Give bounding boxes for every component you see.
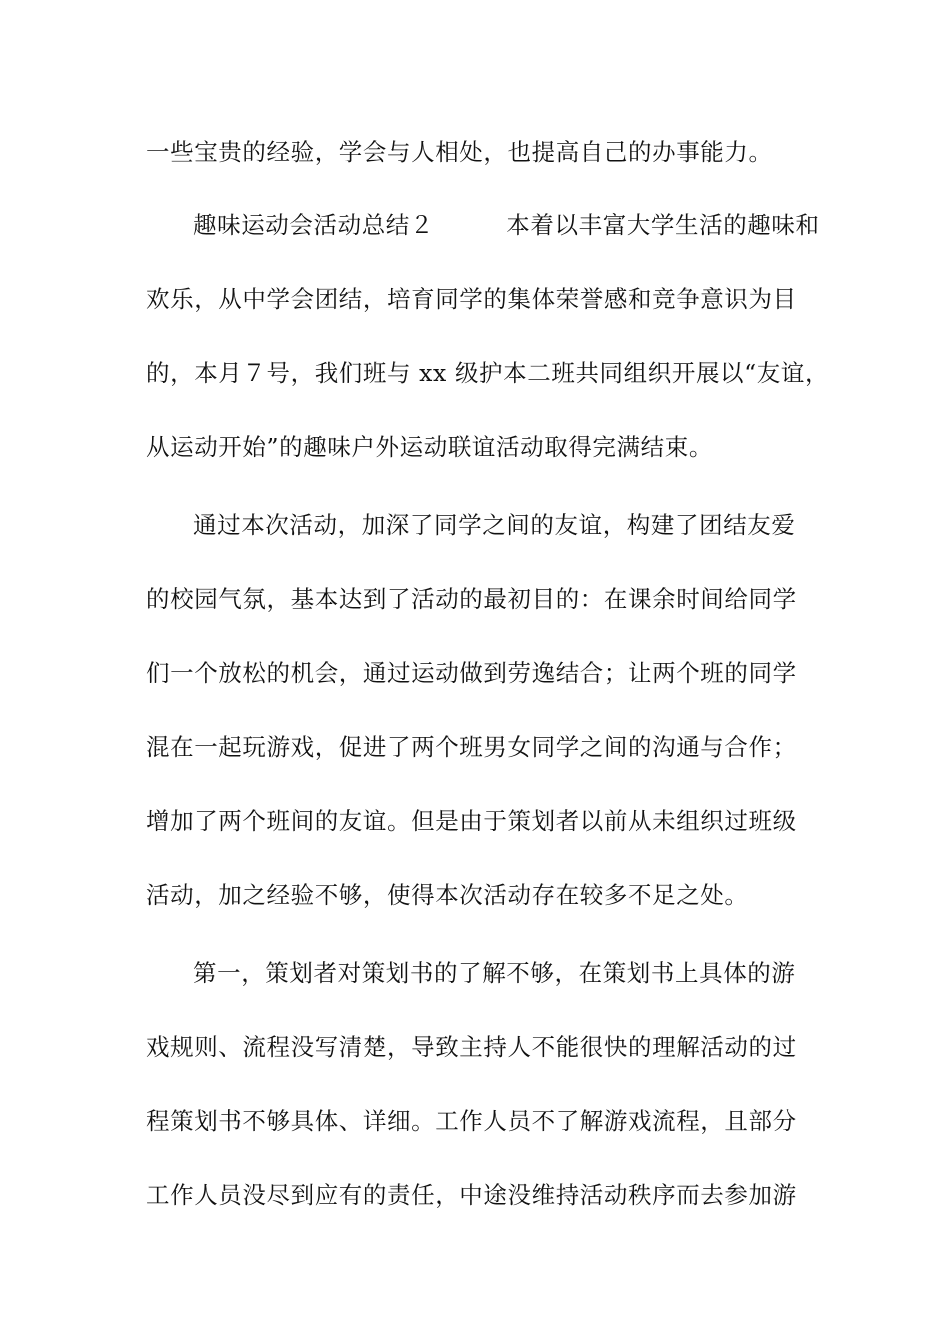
paragraph-line-6: 通过本次活动，加深了同学之间的友谊，构建了团结友爱 xyxy=(193,511,796,539)
paragraph-line-14: 程策划书不够具体、详细。工作人员不了解游戏流程，且部分 xyxy=(146,1107,797,1135)
paragraph-line-4: 的，本月７号，我们班与 xx 级护本二班共同组织开展以“友谊， xyxy=(146,359,830,387)
paragraph-line-5: 从运动开始”的趣味户外运动联谊活动取得完满结束。 xyxy=(146,433,713,461)
paragraph-line-15: 工作人员没尽到应有的责任，中途没维持活动秩序而去参加游 xyxy=(146,1181,797,1209)
section-heading-line: 趣味运动会活动总结２ 本着以丰富大学生活的趣味和 xyxy=(193,211,820,239)
paragraph-line-12: 第一，策划者对策划书的了解不够，在策划书上具体的游 xyxy=(193,959,796,987)
paragraph-line-7: 的校园气氛，基本达到了活动的最初目的：在课余时间给同学 xyxy=(146,585,797,613)
paragraph-line-11: 活动，加之经验不够，使得本次活动存在较多不足之处。 xyxy=(146,881,749,909)
paragraph-line-3: 欢乐，从中学会团结，培育同学的集体荣誉感和竞争意识为目 xyxy=(146,285,797,313)
paragraph-line-8: 们一个放松的机会，通过运动做到劳逸结合；让两个班的同学 xyxy=(146,659,797,687)
paragraph-line-1: 一些宝贵的经验，学会与人相处，也提高自己的办事能力。 xyxy=(146,138,773,166)
paragraph-line-10: 增加了两个班间的友谊。但是由于策划者以前从未组织过班级 xyxy=(146,807,797,835)
paragraph-line-9: 混在一起玩游戏，促进了两个班男女同学之间的沟通与合作； xyxy=(146,733,797,761)
paragraph-line-13: 戏规则、流程没写清楚，导致主持人不能很快的理解活动的过 xyxy=(146,1033,797,1061)
